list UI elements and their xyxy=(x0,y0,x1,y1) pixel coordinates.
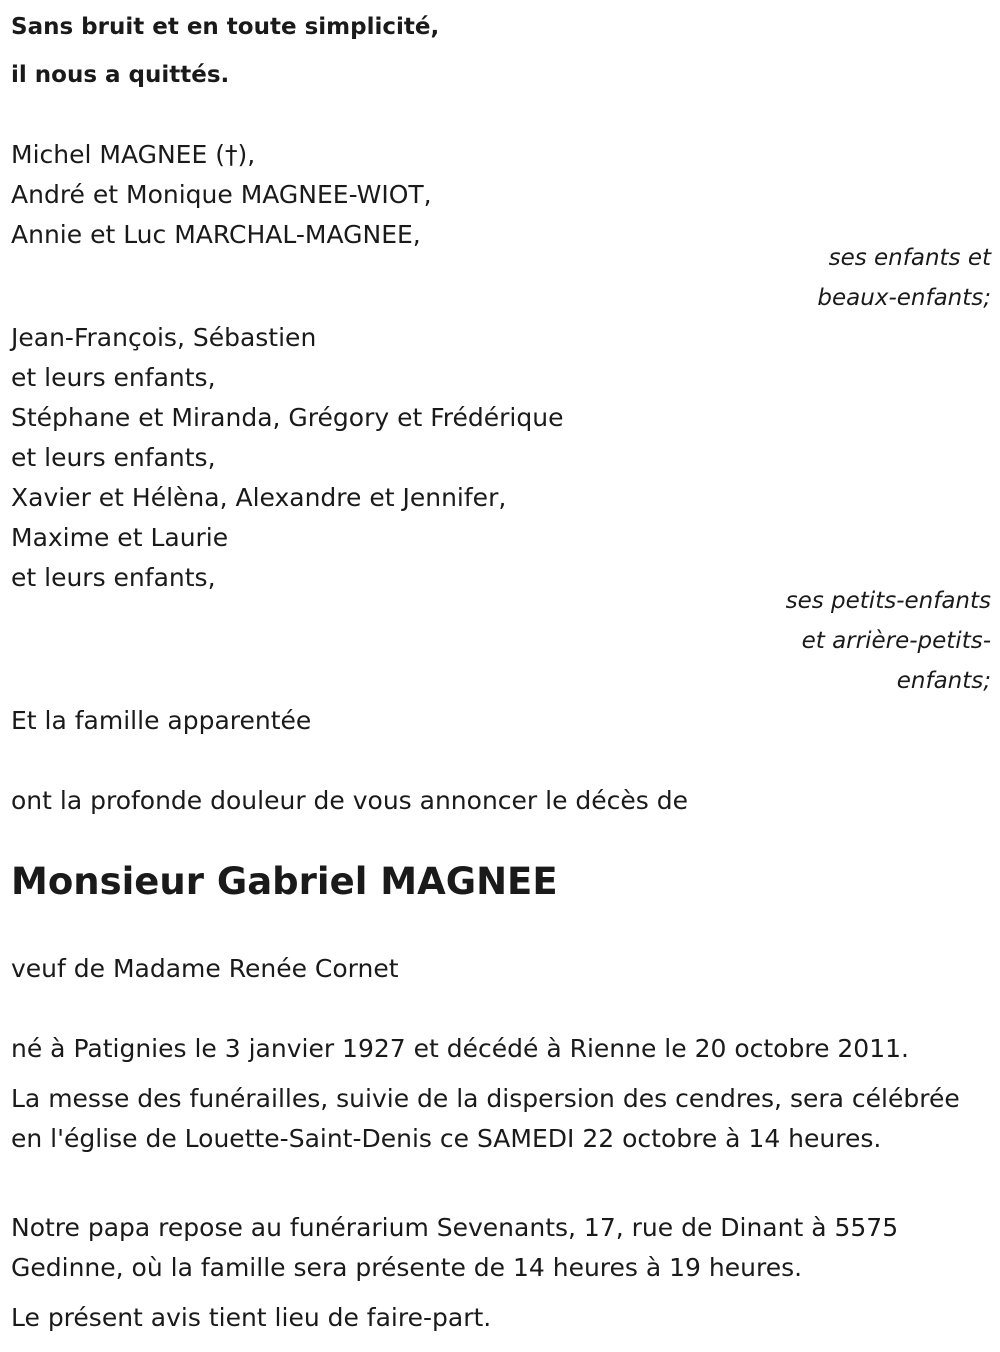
notice-line: Le présent avis tient lieu de faire-part. xyxy=(11,1303,492,1332)
grandchild-line-6: Maxime et Laurie xyxy=(11,523,229,552)
widower-line: veuf de Madame Renée Cornet xyxy=(11,954,399,983)
child-line-2: André et Monique MAGNEE-WIOT, xyxy=(11,180,432,209)
children-relation-2: beaux-enfants; xyxy=(817,285,991,311)
grandchild-line-4: et leurs enfants, xyxy=(11,443,216,472)
deceased-name: Monsieur Gabriel MAGNEE xyxy=(11,860,558,903)
announcement-line: ont la profonde douleur de vous annoncer le décès de xyxy=(11,786,689,815)
grandchild-line-7: et leurs enfants, xyxy=(11,563,216,592)
grandchildren-relation-3: enfants; xyxy=(896,668,991,694)
intro-line-1: Sans bruit et en toute simplicité, xyxy=(11,14,440,40)
intro-line-2: il nous a quittés. xyxy=(11,62,230,88)
obituary-notice xyxy=(11,0,991,1352)
grandchildren-relation-2: et arrière-petits- xyxy=(801,628,991,654)
grandchild-line-1: Jean-François, Sébastien xyxy=(11,323,317,352)
child-line-3: Annie et Luc MARCHAL-MAGNEE, xyxy=(11,220,421,249)
grandchild-line-2: et leurs enfants, xyxy=(11,363,216,392)
grandchild-line-3: Stéphane et Miranda, Grégory et Frédérique xyxy=(11,403,564,432)
visitation-paragraph: Notre papa repose au funérarium Sevenants, 17, rue de Dinant à 5575 Gedinne, où la famille sera présente de 14 heures à 19 heures. xyxy=(11,1213,899,1282)
family-line: Et la famille apparentée xyxy=(11,706,312,735)
grandchildren-relation-1: ses petits-enfants xyxy=(785,588,991,614)
grandchild-line-5: Xavier et Hélèna, Alexandre et Jennifer, xyxy=(11,483,507,512)
children-relation-1: ses enfants et xyxy=(828,245,991,271)
child-line-1: Michel MAGNEE (†), xyxy=(11,140,256,169)
funeral-paragraph: La messe des funérailles, suivie de la dispersion des cendres, sera célébrée en l'église de Louette-Saint-Denis ce SAMEDI 22 octobre à 14 heures. xyxy=(11,1084,960,1153)
birth-death-line: né à Patignies le 3 janvier 1927 et décédé à Rienne le 20 octobre 2011. xyxy=(11,1034,909,1063)
